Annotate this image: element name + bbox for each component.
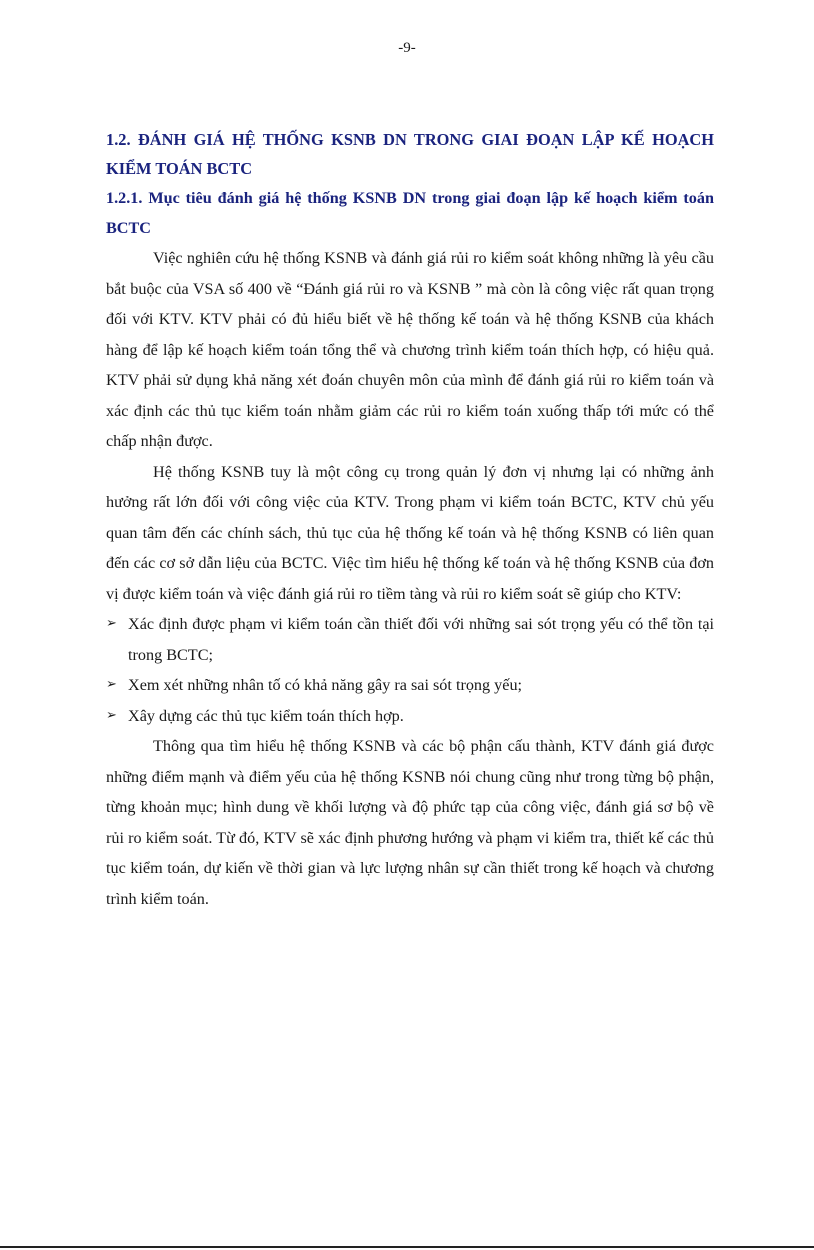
- section-heading: 1.2. ĐÁNH GIÁ HỆ THỐNG KSNB DN TRONG GIAI ĐOẠN LẬP KẾ HOẠCH KIỂM TOÁN BCTC: [106, 130, 714, 178]
- arrowhead-bullet-icon: ➢: [106, 707, 117, 723]
- paragraph-2: Hệ thống KSNB tuy là một công cụ trong quản lý đơn vị nhưng lại có những ảnh hưởng rất lớn đối với công việc của KTV. Trong phạm vi kiểm toán BCTC, KTV chủ yếu quan tâm đến các chính sách, thủ tục của hệ thống kế toán và hệ thống KSNB có liên quan đến các cơ sở dẫn liệu của BCTC. Việc tìm hiểu hệ thống kế toán và hệ thống KSNB của đơn vị được kiểm toán và việc đánh giá rủi ro tiềm tàng và rủi ro kiểm soát sẽ giúp cho KTV:: [106, 462, 714, 603]
- bullet-text: Xác định được phạm vi kiểm toán cần thiết đối với những sai sót trọng yếu có thể tồn tại trong BCTC;: [128, 615, 714, 664]
- bullet-text: Xem xét những nhân tố có khả năng gây ra sai sót trọng yếu;: [128, 676, 523, 694]
- arrowhead-bullet-icon: ➢: [106, 616, 117, 631]
- bullet-text: Xây dựng các thủ tục kiểm toán thích hợp.: [128, 706, 404, 725]
- page-content: [106, 125, 714, 914]
- paragraph-1: Việc nghiên cứu hệ thống KSNB và đánh giá rủi ro kiểm soát không những là yêu cầu bắt buộc của VSA số 400 về “Đánh giá rủi ro và KSNB ” mà còn là công việc rất quan trọng đối với KTV. KTV phải có đủ hiểu biết về hệ thống kế toán và hệ thống KSNB của khách hàng để lập kế hoạch kiểm toán tổng thể và chương trình kiểm toán thích hợp, có hiệu quả. KTV phải sử dụng khả năng xét đoán chuyên môn của mình để đánh giá rủi ro kiểm toán và xác định các thủ tục kiểm toán nhằm giảm các rủi ro kiểm toán xuống thấp tới mức có thể chấp nhận được.: [106, 249, 714, 450]
- page-bottom-rule: [0, 1246, 814, 1248]
- bullet-item-2: [106, 670, 714, 701]
- bullet-item-3: [106, 701, 714, 732]
- page-number: -9-: [398, 40, 416, 56]
- paragraph-3: Thông qua tìm hiểu hệ thống KSNB và các bộ phận cấu thành, KTV đánh giá được những điểm mạnh và điểm yếu của hệ thống KSNB nói chung cũng như trong từng bộ phận, từng khoản mục; hình dung về khối lượng và độ phức tạp của công việc, đánh giá sơ bộ về rủi ro kiểm soát. Từ đó, KTV sẽ xác định phương hướng và phạm vi kiểm tra, thiết kế các thủ tục kiểm toán, dự kiến về thời gian và lực lượng nhân sự cần thiết trong kế hoạch và chương trình kiểm toán.: [106, 737, 714, 908]
- arrowhead-bullet-icon: ➢: [106, 677, 117, 692]
- bullet-item-1: [106, 609, 714, 670]
- subsection-heading: 1.2.1. Mục tiêu đánh giá hệ thống KSNB DN trong giai đoạn lập kế hoạch kiểm toán BCTC: [106, 189, 714, 237]
